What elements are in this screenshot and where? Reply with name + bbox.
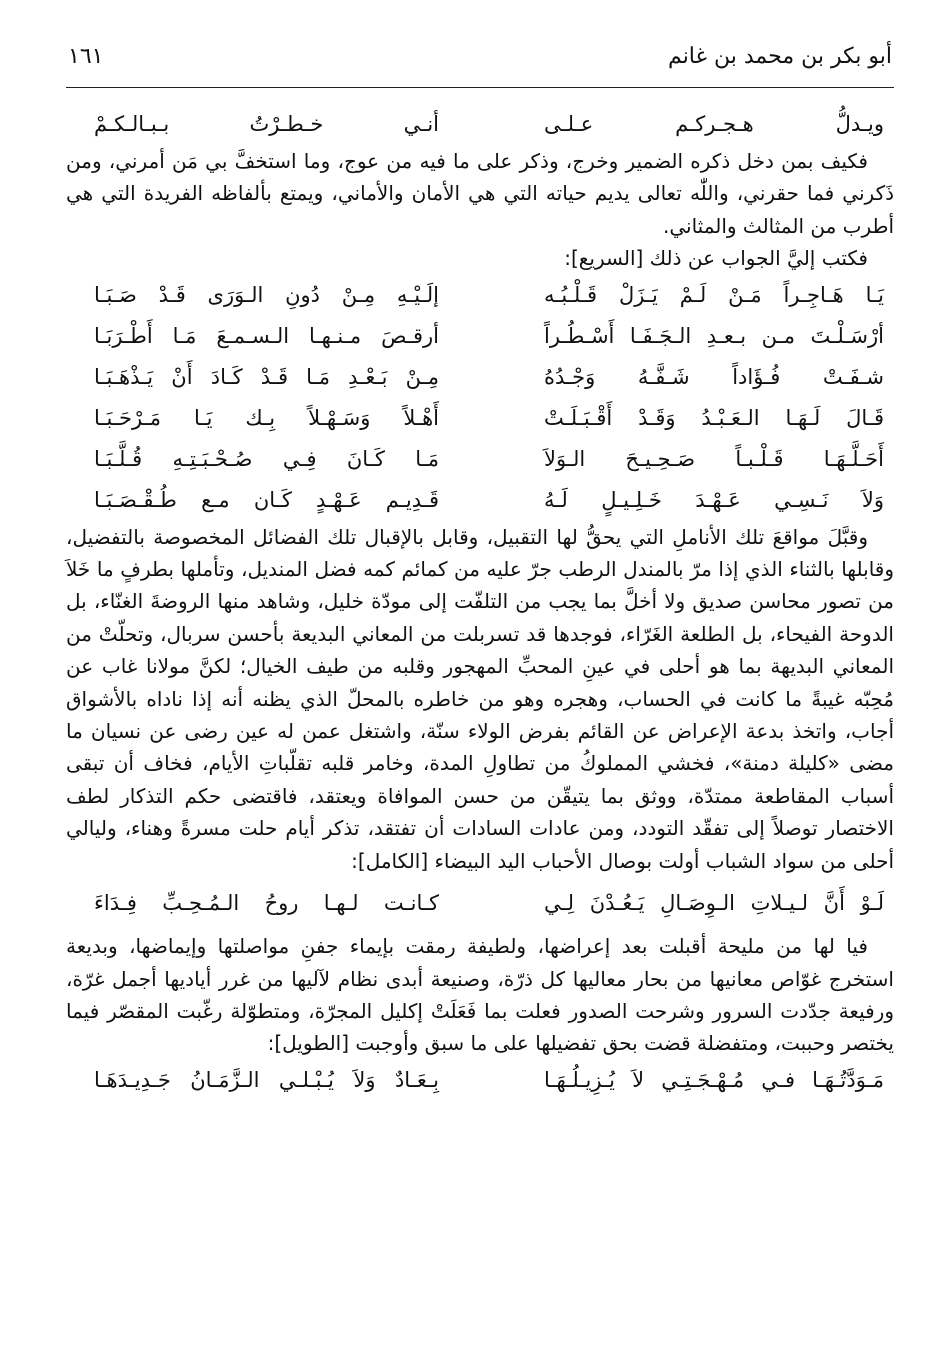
page-number: ١٦١ (68, 44, 104, 69)
paragraph: فكيف بمن دخل ذكره الضمير وخرج، وذكر على ما فيه من عوج، وما استخفَّ بي مَن أمرني، ومن ذَكرني فما حقرني، واللّٰه تعالى يديم حياته التي هي الأمان والأماني، ويمتع بألفاظه الفريدة التي هي أطرب من المثالث والمثاني. (66, 149, 894, 238)
verse-line (66, 275, 894, 316)
verse-first-hemistich: شـفَـتْ فُـؤَاداً شَـفَّـهُ وَجْـدُهُ (544, 364, 884, 389)
verse-line (66, 357, 894, 398)
paragraph: وقبَّلَ مواقعَ تلك الأناملِ التي يحقُّ لها التقبيل، وقابل بالإقبال تلك الفضائل المخصوصة بالتفضيل، وقابلها بالثناء الذي إذا مرّ بالمندل الرطب جرّ عليه من كمائم كمه فضل المنديل، وتأملها بطرفٍ ما خَلاَ من تصور محاسن صديق ولا أخلَّ بما يجب من التلفّت إلى مودّة خليل، وشاهد منها الروضةَ الغنّاء، بل الدوحة الفيحاء، بل الطلعة الغَرّاء، فوجدها قد تسربلت من المعاني البديعة بأحسن سربال، وتحلّتْ من المعاني البديهة بما هو أحلى في عينِ المحبِّ المهجور وقلبه من طيف الخيال؛ لكنَّ مولانا غاب عن مُحِبّه غيبةً ما كانت في الحساب، وهجره وهو من خاطره بالمحلّ الذي يظنه أنه إذا ناداه بالأشواق أجاب، واتخذ بدعة الإعراض عن القائم بفرض الولاء سنّة، واشتغل عمن له عين رضى عن نسيان ما مضى «كليلة دمنة»، فخشي المملوكُ من تطاولِ المدة، وخامر قلبه تقلّباتِ الأيام، فخاف أن تبقى أسباب المقاطعة ممتدّة، ووثق بما يتيقّن من حسن الموافاة ويعتقد، فاقتضى حكم التذكار لطف الاختصار توصلاً إلى تفقّد التودد، ومن عادات السادات أن تفتقد، تذكر أيام حلت مسرةً وهناء، وليالي أحلى من سواد الشباب أولت بوصال الأحباب اليد البيضاء [الكامل]: (66, 524, 894, 873)
verse-line (66, 104, 894, 145)
verse-second-hemistich: أَهْـلاً وَسَـهْـلاً بِـك يَـا مَـرْحَـبَـا (94, 405, 439, 430)
verse-line (66, 316, 894, 357)
verse-first-hemistich: ويـدلُّ هـجـركـم عـلـى (544, 112, 884, 136)
verse-line (66, 398, 894, 439)
verse-second-hemistich: كـانـت لـهـا روحُ الـمُـحِـبِّ فِـدَاءَ (94, 891, 439, 916)
page-header (66, 44, 894, 88)
verse-first-hemistich: أَحَـلَّـهَـا قَـلْـبـاً صَـحِـيـحَ الـوَلاَ (544, 446, 884, 471)
verse-first-hemistich: أرْسَـلْـتَ مـن بـعـدِ الـجَـفَـا أَسْـطُـراً (544, 323, 884, 348)
verse-first-hemistich: لَـوْ أَنَّ لـيـلاتِ الـوِصَـالِ يَـعُـدْنَ لِـي (544, 891, 884, 916)
verse-first-hemistich: مَـوَدَّتُـهَـا فـي مُـهْـجَـتِـي لاَ يُـزِيـلُـهَـا (544, 1067, 884, 1092)
paragraph: فيا لها من مليحة أقبلت بعد إعراضها، ولطيفة رمقت بإيماء جفنِ مواصلتها وإيماضها، وبديعة استخرج غوّاص معانيها من بحار معاليها كل ذرّة، وصنيعة أبدى نظام لآليها من غرر أياديها أجمل غرّة، ورفيعة جدّدت السرور وشرحت الصدور فعلت بما فَعَلَتْ إكليل المجرّة، ومتطوّلة رغّبت المقصّر فيما يختصر وحببت، ومتفضلة قضت بحق تفضيلها على ما سبق وأوجبت [الطويل]: (66, 934, 894, 1056)
page-body (66, 88, 894, 1101)
verse-second-hemistich: أنـي خـطـرْتُ بـبـالـكـمْ (94, 112, 439, 136)
running-title: أبو بكر بن محمد بن غانم (668, 44, 892, 69)
verse-line (66, 1060, 894, 1101)
verse-line (66, 439, 894, 480)
verse-second-hemistich: أرقـصَ مـنـهـا الـسـمـعَ مَـا أَطْـرَبَـا (94, 323, 439, 348)
verse-second-hemistich: مَـا كَـانَ فِـي صُـحْـبَـتِـهِ قُـلَّـبَـا (94, 446, 439, 471)
poem (66, 275, 894, 521)
verse-first-hemistich: وَلاَ نَـسِـي عَـهْـدَ خَـلِـيـلٍ لَـهُ (544, 487, 884, 512)
verse-second-hemistich: مِـنْ بَـعْـدِ مَـا قَـدْ كَـادَ أَنْ يَـذْهَـبَـا (94, 364, 439, 389)
verse-line (66, 883, 894, 924)
poem-intro: فكتب إليَّ الجواب عن ذلك [السريع]: (564, 246, 868, 271)
verse-second-hemistich: إلَـيْـهِ مِـنْ دُونِ الـوَرَى قَـدْ صَـبَـا (94, 282, 439, 307)
verse-second-hemistich: بِـعَـادٌ وَلاَ يُـبْـلـي الـزَّمَـانُ جَـدِيـدَهَـا (94, 1067, 439, 1092)
verse-first-hemistich: قَـالَ لَـهَـا الـعَـبْـدُ وَقَـدْ أَقْـبَـلَـتْ (544, 405, 884, 430)
book-page (66, 44, 894, 1101)
verse-first-hemistich: يَـا هَـاجِـراً مَـنْ لَـمْ يَـزَلْ قَـلْـبُـه (544, 282, 884, 307)
verse-line (66, 480, 894, 521)
verse-second-hemistich: قَـدِيـم عَـهْـدٍ كَـان مـع طُـقْـصَـبَـا (94, 487, 439, 512)
